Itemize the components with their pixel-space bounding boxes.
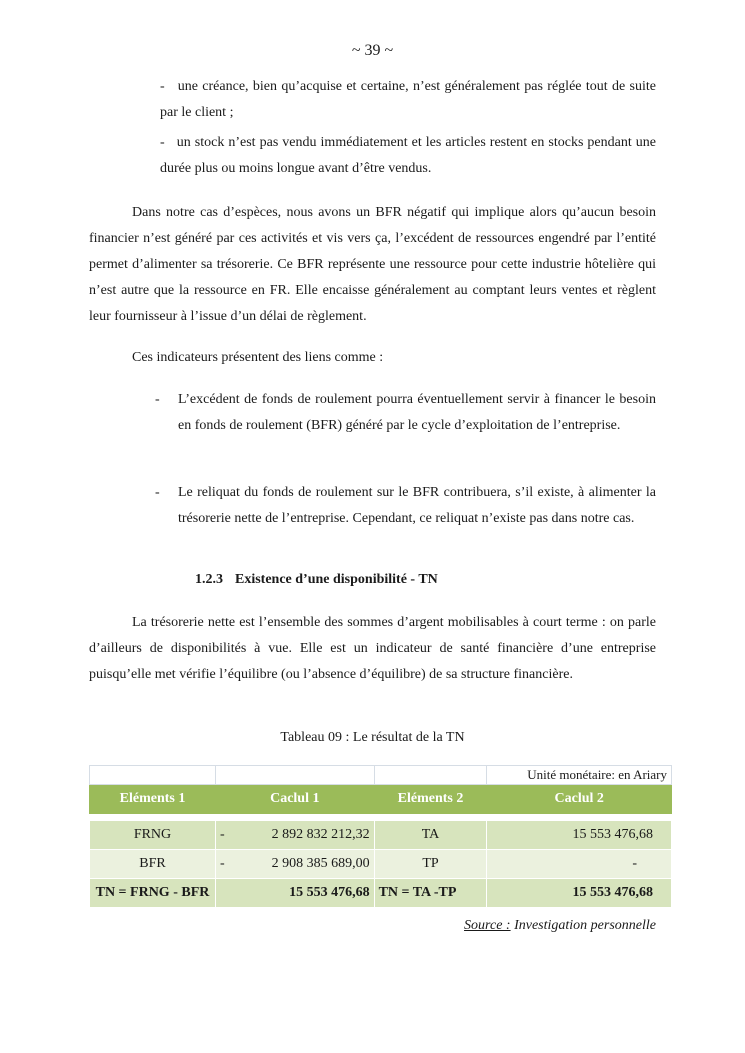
cell-calc2: 15 553 476,68 <box>487 879 672 908</box>
table-unit-row <box>90 766 672 785</box>
header-elements-1: Eléments 1 <box>90 785 216 814</box>
cell-calc1 <box>215 821 374 850</box>
table-row-total <box>90 879 672 908</box>
bullet-item-1 <box>155 387 656 439</box>
bullet-item-2 <box>155 480 656 532</box>
cell-sign1: - <box>219 856 225 871</box>
source-text: Investigation personnelle <box>514 918 656 933</box>
table-row <box>90 821 672 850</box>
cell-calc1: 15 553 476,68 <box>215 879 374 908</box>
table-unit: Unité monétaire: en Ariary <box>487 766 672 785</box>
paragraph-tn: La trésorerie nette est l’ensemble des sommes d’argent mobilisables à court terme : on parle d’ailleurs de disponibilités à vue. Elle est un indicateur de santé financière d’une entreprise puisqu’elle met vérifie l’équilibre (ou l’absence d’équilibre) de sa structure financière. <box>89 615 656 682</box>
dash-marker: - <box>160 135 177 150</box>
bullet-text-2: Le reliquat du fonds de roulement sur le BFR contribuera, s’il existe, à alimenter la trésorerie nette de l’entreprise. Cependant, ce reliquat n’existe pas dans notre cas. <box>178 485 656 526</box>
header-calcul-2: Caclul 2 <box>487 785 672 814</box>
page-number: ~ 39 ~ <box>351 42 394 59</box>
dash-list-item-2 <box>160 130 656 182</box>
header-elements-2: Eléments 2 <box>374 785 487 814</box>
table-caption: Tableau 09 : Le résultat de la TN <box>280 730 465 745</box>
cell-value1: 2 892 832 212,32 <box>271 827 370 842</box>
bullet-marker: - <box>155 392 160 407</box>
tn-table <box>89 765 672 908</box>
cell-el1: BFR <box>90 850 216 879</box>
paragraph-bfr: Dans notre cas d’espèces, nous avons un BFR négatif qui implique alors qu’aucun besoin financier n’est généré par ces activités et vis vers ça, l’excédent de ressources engendré par l’entité permet d’alimenter sa trésorerie. Ce BFR représente une ressource pour cette industrie hôtelière qui n’est autre que la ressource en FR. Elle encaisse généralement au comptant leurs ventes et règlent leur fournisseur à l’issue d’un délai de règlement. <box>89 205 656 324</box>
cell-calc1 <box>215 850 374 879</box>
table-row <box>90 850 672 879</box>
header-calcul-1: Caclul 1 <box>215 785 374 814</box>
cell-sign1: - <box>219 827 225 842</box>
table-source <box>464 918 656 934</box>
paragraph-indicators: Ces indicateurs présentent des liens comme : <box>132 350 384 365</box>
cell-el1: FRNG <box>90 821 216 850</box>
cell-el2: TN = TA -TP <box>374 879 487 908</box>
cell-el2: TP <box>374 850 487 879</box>
bullet-marker: - <box>155 485 160 500</box>
cell-el2: TA <box>374 821 487 850</box>
dash-text-2: un stock n’est pas vendu immédiatement et les articles restent en stocks pendant une durée plus ou moins longue avant d’être vendus. <box>160 135 656 176</box>
section-title: Existence d’une disponibilité - TN <box>235 572 438 587</box>
cell-calc2: 15 553 476,68 <box>487 821 672 850</box>
section-number: 1.2.3 <box>195 572 223 587</box>
source-label: Source : <box>464 918 511 933</box>
cell-el1: TN = FRNG - BFR <box>90 879 216 908</box>
section-heading <box>195 572 438 588</box>
cell-value1: 2 908 385 689,00 <box>271 856 370 871</box>
dash-marker: - <box>160 79 178 94</box>
dash-text-1: une créance, bien qu’acquise et certaine, n’est généralement pas réglée tout de suite par le client ; <box>160 79 656 120</box>
bullet-text-1: L’excédent de fonds de roulement pourra éventuellement servir à financer le besoin en fonds de roulement (BFR) généré par le cycle d’exploitation de l’entreprise. <box>178 392 656 433</box>
dash-list-item-1 <box>160 74 656 126</box>
cell-calc2: - <box>487 850 672 879</box>
table-header-row <box>90 785 672 814</box>
